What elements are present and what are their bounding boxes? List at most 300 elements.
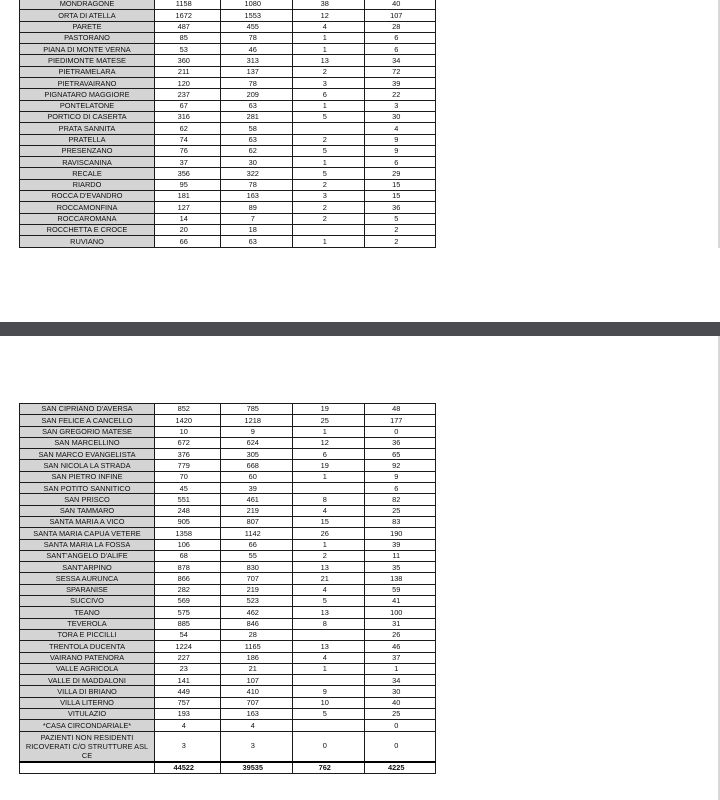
total-cases-cell: 449 (155, 686, 213, 697)
municipality-name-cell: SAN MARCO EVANGELISTA (20, 449, 155, 460)
recovered-cell: 39535 (221, 762, 285, 774)
table-row (20, 66, 436, 77)
column-spacer (213, 460, 221, 471)
total-cases-cell: 211 (155, 66, 213, 77)
column-spacer (213, 550, 221, 561)
table-row (20, 562, 436, 573)
total-cases-cell: 905 (155, 516, 213, 527)
column-spacer (285, 618, 293, 629)
table-row (20, 111, 436, 122)
column-spacer (285, 21, 293, 32)
column-spacer (357, 224, 365, 235)
recovered-cell: 668 (221, 460, 285, 471)
total-cases-cell: 376 (155, 449, 213, 460)
municipality-name-cell: PAZIENTI NON RESIDENTI RICOVERATI C/O STRUTTURE ASL CE (20, 731, 155, 762)
column-spacer (357, 652, 365, 663)
table-row (20, 426, 436, 437)
municipality-name-cell: ROCCAROMANA (20, 213, 155, 224)
column-spacer (213, 494, 221, 505)
recovered-cell: 30 (221, 157, 285, 168)
active-cases-cell: 46 (365, 641, 428, 652)
column-spacer (213, 145, 221, 156)
recovered-cell: 46 (221, 44, 285, 55)
total-cases-cell: 14 (155, 213, 213, 224)
deaths-cell: 13 (293, 607, 357, 618)
total-cases-cell: 878 (155, 562, 213, 573)
table-row (20, 618, 436, 629)
active-cases-cell: 15 (365, 179, 428, 190)
table-row (20, 494, 436, 505)
column-spacer (213, 641, 221, 652)
column-spacer (357, 562, 365, 573)
municipality-name-cell: SAN FELICE A CANCELLO (20, 415, 155, 426)
column-spacer (357, 686, 365, 697)
municipality-name-cell: ROCCAMONFINA (20, 202, 155, 213)
recovered-cell: 63 (221, 236, 285, 247)
municipality-name-cell: SAN MARCELLINO (20, 437, 155, 448)
column-spacer (285, 686, 293, 697)
total-cases-cell: 120 (155, 78, 213, 89)
table-row (20, 449, 436, 460)
active-cases-cell: 39 (365, 78, 428, 89)
deaths-cell: 1 (293, 663, 357, 674)
column-spacer (357, 32, 365, 43)
column-spacer (285, 652, 293, 663)
recovered-cell: 785 (221, 404, 285, 415)
active-cases-cell: 48 (365, 404, 428, 415)
column-spacer (213, 573, 221, 584)
active-cases-cell: 5 (365, 213, 428, 224)
deaths-cell: 12 (293, 10, 357, 21)
municipality-name-cell: ROCCHETTA E CROCE (20, 224, 155, 235)
recovered-cell: 807 (221, 516, 285, 527)
column-spacer (357, 0, 365, 10)
total-cases-cell: 66 (155, 236, 213, 247)
municipality-name-cell: SAN CIPRIANO D'AVERSA (20, 404, 155, 415)
table-row (20, 629, 436, 640)
column-spacer (213, 157, 221, 168)
column-spacer (285, 55, 293, 66)
deaths-cell: 10 (293, 697, 357, 708)
column-spacer (285, 168, 293, 179)
municipality-name-cell: TEANO (20, 607, 155, 618)
column-spacer (428, 134, 436, 145)
column-spacer (428, 471, 436, 482)
table-row (20, 483, 436, 494)
active-cases-cell: 30 (365, 111, 428, 122)
deaths-cell (293, 224, 357, 235)
column-spacer (357, 460, 365, 471)
column-spacer (428, 449, 436, 460)
table-row (20, 145, 436, 156)
column-spacer (213, 720, 221, 731)
deaths-cell: 26 (293, 528, 357, 539)
table-row (20, 157, 436, 168)
table-row (20, 460, 436, 471)
recovered-cell: 78 (221, 78, 285, 89)
total-cases-cell: 852 (155, 404, 213, 415)
active-cases-cell: 34 (365, 55, 428, 66)
column-spacer (428, 652, 436, 663)
total-cases-cell: 227 (155, 652, 213, 663)
column-spacer (213, 516, 221, 527)
recovered-cell: 4 (221, 720, 285, 731)
table-row (20, 720, 436, 731)
column-spacer (428, 10, 436, 21)
column-spacer (285, 10, 293, 21)
deaths-cell: 13 (293, 641, 357, 652)
total-cases-cell: 85 (155, 32, 213, 43)
active-cases-cell: 107 (365, 10, 428, 21)
municipality-name-cell: SAN TAMMARO (20, 505, 155, 516)
active-cases-cell: 0 (365, 720, 428, 731)
column-spacer (357, 471, 365, 482)
deaths-cell (293, 720, 357, 731)
active-cases-cell: 9 (365, 471, 428, 482)
deaths-cell: 15 (293, 516, 357, 527)
column-spacer (428, 191, 436, 202)
active-cases-cell: 4225 (365, 762, 428, 774)
municipality-name-cell: PIETRAMELARA (20, 66, 155, 77)
active-cases-cell: 37 (365, 652, 428, 663)
recovered-cell: 78 (221, 32, 285, 43)
municipality-name-cell: SUCCIVO (20, 596, 155, 607)
active-cases-cell: 190 (365, 528, 428, 539)
column-spacer (428, 168, 436, 179)
page-separator (0, 322, 720, 336)
municipality-name-cell: PIANA DI MONTE VERNA (20, 44, 155, 55)
deaths-cell: 4 (293, 21, 357, 32)
column-spacer (285, 720, 293, 731)
table-row (20, 607, 436, 618)
column-spacer (285, 550, 293, 561)
column-spacer (213, 100, 221, 111)
column-spacer (213, 134, 221, 145)
table-row (20, 123, 436, 134)
deaths-cell: 4 (293, 505, 357, 516)
deaths-cell: 19 (293, 404, 357, 415)
column-spacer (213, 539, 221, 550)
column-spacer (213, 528, 221, 539)
recovered-cell: 461 (221, 494, 285, 505)
column-spacer (428, 236, 436, 247)
recovered-cell: 89 (221, 202, 285, 213)
municipality-name-cell: SESSA AURUNCA (20, 573, 155, 584)
deaths-cell: 13 (293, 562, 357, 573)
column-spacer (213, 709, 221, 720)
active-cases-cell: 39 (365, 539, 428, 550)
active-cases-cell: 6 (365, 157, 428, 168)
municipality-name-cell: VILLA LITERNO (20, 697, 155, 708)
column-spacer (428, 641, 436, 652)
table-row (20, 471, 436, 482)
deaths-cell: 5 (293, 111, 357, 122)
column-spacer (213, 111, 221, 122)
column-spacer (357, 111, 365, 122)
recovered-cell: 1165 (221, 641, 285, 652)
table-row (20, 675, 436, 686)
recovered-cell: 846 (221, 618, 285, 629)
column-spacer (213, 21, 221, 32)
column-spacer (213, 483, 221, 494)
column-spacer (357, 404, 365, 415)
column-spacer (428, 731, 436, 762)
column-spacer (428, 528, 436, 539)
column-spacer (213, 562, 221, 573)
column-spacer (428, 0, 436, 10)
column-spacer (285, 134, 293, 145)
table-row (20, 89, 436, 100)
column-spacer (285, 66, 293, 77)
column-spacer (285, 179, 293, 190)
municipality-name-cell: VALLE DI MADDALONI (20, 675, 155, 686)
column-spacer (357, 55, 365, 66)
total-cases-cell: 141 (155, 675, 213, 686)
table-row (20, 437, 436, 448)
recovered-cell: 63 (221, 134, 285, 145)
column-spacer (285, 437, 293, 448)
column-spacer (357, 607, 365, 618)
active-cases-cell: 36 (365, 202, 428, 213)
municipality-name-cell: VAIRANO PATENORA (20, 652, 155, 663)
recovered-cell: 219 (221, 505, 285, 516)
total-cases-cell: 757 (155, 697, 213, 708)
column-spacer (213, 505, 221, 516)
column-spacer (428, 573, 436, 584)
column-spacer (285, 44, 293, 55)
column-spacer (285, 415, 293, 426)
municipality-name-cell: VILLA DI BRIANO (20, 686, 155, 697)
recovered-cell: 219 (221, 584, 285, 595)
total-cases-cell: 70 (155, 471, 213, 482)
column-spacer (213, 44, 221, 55)
column-spacer (285, 426, 293, 437)
active-cases-cell: 9 (365, 134, 428, 145)
recovered-cell: 455 (221, 21, 285, 32)
recovered-cell: 830 (221, 562, 285, 573)
column-spacer (213, 191, 221, 202)
column-spacer (285, 191, 293, 202)
recovered-cell: 163 (221, 709, 285, 720)
total-cases-cell: 74 (155, 134, 213, 145)
column-spacer (357, 145, 365, 156)
municipality-name-cell: PONTELATONE (20, 100, 155, 111)
column-spacer (213, 66, 221, 77)
municipality-table-page-2 (19, 403, 436, 774)
column-spacer (285, 629, 293, 640)
recovered-cell: 410 (221, 686, 285, 697)
column-spacer (213, 404, 221, 415)
active-cases-cell: 35 (365, 562, 428, 573)
column-spacer (285, 697, 293, 708)
column-spacer (213, 629, 221, 640)
total-cases-cell: 23 (155, 663, 213, 674)
column-spacer (357, 157, 365, 168)
column-spacer (285, 675, 293, 686)
table-row (20, 55, 436, 66)
table-row (20, 213, 436, 224)
column-spacer (428, 663, 436, 674)
recovered-cell: 707 (221, 697, 285, 708)
municipality-name-cell: PIEDIMONTE MATESE (20, 55, 155, 66)
column-spacer (428, 179, 436, 190)
column-spacer (357, 550, 365, 561)
total-cases-cell: 1672 (155, 10, 213, 21)
column-spacer (357, 89, 365, 100)
total-cases-cell: 237 (155, 89, 213, 100)
column-spacer (357, 134, 365, 145)
column-spacer (285, 157, 293, 168)
column-spacer (428, 483, 436, 494)
municipality-name-cell: SPARANISE (20, 584, 155, 595)
column-spacer (285, 607, 293, 618)
column-spacer (428, 145, 436, 156)
column-spacer (213, 213, 221, 224)
column-spacer (357, 629, 365, 640)
municipality-name-cell: SAN PRISCO (20, 494, 155, 505)
column-spacer (285, 562, 293, 573)
recovered-cell: 624 (221, 437, 285, 448)
total-cases-cell: 68 (155, 550, 213, 561)
recovered-cell: 60 (221, 471, 285, 482)
recovered-cell: 1080 (221, 0, 285, 10)
column-spacer (357, 100, 365, 111)
table-row (20, 0, 436, 10)
column-spacer (428, 202, 436, 213)
total-cases-cell: 487 (155, 21, 213, 32)
column-spacer (357, 168, 365, 179)
column-spacer (357, 426, 365, 437)
column-spacer (213, 449, 221, 460)
active-cases-cell: 15 (365, 191, 428, 202)
column-spacer (285, 573, 293, 584)
recovered-cell: 137 (221, 66, 285, 77)
column-spacer (357, 191, 365, 202)
deaths-cell: 4 (293, 652, 357, 663)
column-spacer (285, 111, 293, 122)
deaths-cell: 5 (293, 145, 357, 156)
column-spacer (428, 697, 436, 708)
column-spacer (213, 202, 221, 213)
column-spacer (428, 404, 436, 415)
municipality-name-cell: MONDRAGONE (20, 0, 155, 10)
column-spacer (285, 709, 293, 720)
column-spacer (285, 516, 293, 527)
column-spacer (428, 44, 436, 55)
deaths-cell: 3 (293, 78, 357, 89)
municipality-name-cell (20, 762, 155, 774)
active-cases-cell: 82 (365, 494, 428, 505)
municipality-name-cell: SAN PIETRO INFINE (20, 471, 155, 482)
total-cases-cell: 54 (155, 629, 213, 640)
column-spacer (357, 584, 365, 595)
active-cases-cell: 72 (365, 66, 428, 77)
column-spacer (357, 505, 365, 516)
municipality-name-cell: ROCCA D'EVANDRO (20, 191, 155, 202)
column-spacer (285, 483, 293, 494)
column-spacer (357, 415, 365, 426)
column-spacer (428, 100, 436, 111)
column-spacer (428, 157, 436, 168)
municipality-name-cell: RIARDO (20, 179, 155, 190)
active-cases-cell: 83 (365, 516, 428, 527)
deaths-cell: 1 (293, 471, 357, 482)
column-spacer (428, 32, 436, 43)
column-spacer (357, 539, 365, 550)
deaths-cell: 8 (293, 618, 357, 629)
active-cases-cell: 6 (365, 32, 428, 43)
table-row (20, 404, 436, 415)
table-body-page-1 (20, 0, 436, 247)
column-spacer (357, 675, 365, 686)
total-cases-cell: 10 (155, 426, 213, 437)
municipality-name-cell: RECALE (20, 168, 155, 179)
column-spacer (357, 573, 365, 584)
column-spacer (428, 21, 436, 32)
column-spacer (213, 596, 221, 607)
table-row (20, 539, 436, 550)
deaths-cell: 2 (293, 550, 357, 561)
column-spacer (213, 168, 221, 179)
column-spacer (285, 202, 293, 213)
column-spacer (357, 483, 365, 494)
active-cases-cell: 138 (365, 573, 428, 584)
deaths-cell: 762 (293, 762, 357, 774)
municipality-name-cell: ORTA DI ATELLA (20, 10, 155, 21)
recovered-cell: 28 (221, 629, 285, 640)
total-row (20, 762, 436, 774)
column-spacer (357, 437, 365, 448)
total-cases-cell: 106 (155, 539, 213, 550)
active-cases-cell: 25 (365, 505, 428, 516)
active-cases-cell: 9 (365, 145, 428, 156)
column-spacer (357, 449, 365, 460)
recovered-cell: 62 (221, 145, 285, 156)
table-row (20, 44, 436, 55)
municipality-name-cell: SAN NICOLA LA STRADA (20, 460, 155, 471)
recovered-cell: 55 (221, 550, 285, 561)
total-cases-cell: 45 (155, 483, 213, 494)
total-cases-cell: 885 (155, 618, 213, 629)
table-row (20, 516, 436, 527)
municipality-name-cell: TEVEROLA (20, 618, 155, 629)
active-cases-cell: 65 (365, 449, 428, 460)
total-cases-cell: 62 (155, 123, 213, 134)
deaths-cell: 1 (293, 426, 357, 437)
deaths-cell: 4 (293, 584, 357, 595)
recovered-cell: 78 (221, 179, 285, 190)
municipality-name-cell: *CASA CIRCONDARIALE* (20, 720, 155, 731)
total-cases-cell: 3 (155, 731, 213, 762)
column-spacer (285, 236, 293, 247)
column-spacer (213, 686, 221, 697)
column-spacer (285, 641, 293, 652)
recovered-cell: 58 (221, 123, 285, 134)
total-cases-cell: 575 (155, 607, 213, 618)
column-spacer (357, 78, 365, 89)
active-cases-cell: 40 (365, 0, 428, 10)
column-spacer (213, 675, 221, 686)
deaths-cell: 13 (293, 55, 357, 66)
recovered-cell: 462 (221, 607, 285, 618)
total-cases-cell: 67 (155, 100, 213, 111)
table-row (20, 134, 436, 145)
column-spacer (213, 123, 221, 134)
column-spacer (357, 720, 365, 731)
column-spacer (428, 584, 436, 595)
total-cases-cell: 360 (155, 55, 213, 66)
column-spacer (213, 663, 221, 674)
